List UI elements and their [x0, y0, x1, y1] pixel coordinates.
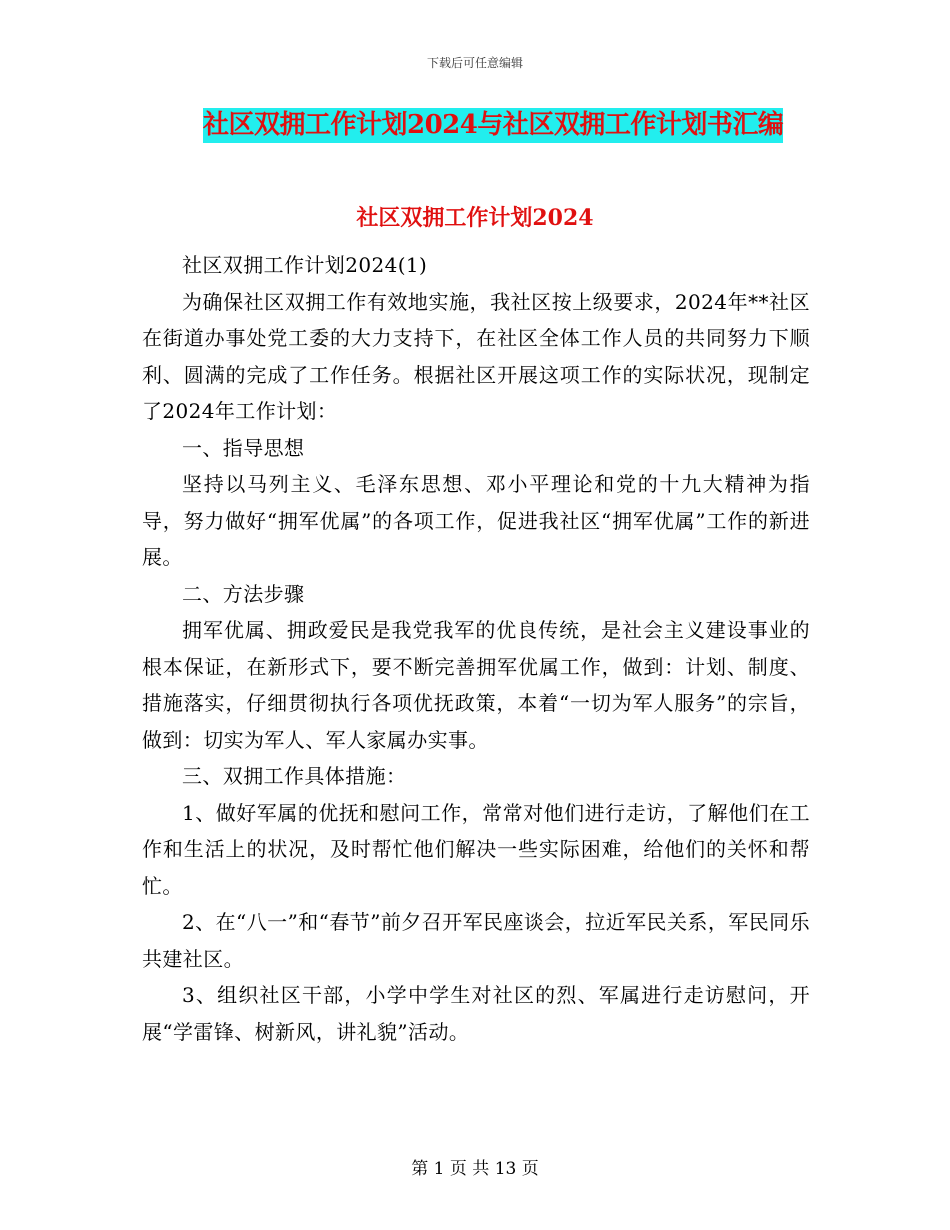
heading-guiding-ideology: 一、指导思想: [182, 435, 305, 460]
paragraph-intro: 为确保社区双拥工作有效地实施，我社区按上级要求，2024年**社区在街道办事处党工委的大力支持下，在社区全体工作人员的共同努力下顺利、圆满的完成了工作任务。根据社区开展这项工作的实际状况，现制定了2024年工作计划：: [142, 289, 810, 423]
document-title: 社区双拥工作计划2024与社区双拥工作计划书汇编: [203, 108, 783, 143]
header-note: 下载后可任意编辑: [426, 56, 523, 70]
heading-specific-measures: 三、双拥工作具体措施：: [182, 764, 407, 788]
paragraph-guiding-ideology: 坚持以马列主义、毛泽东思想、邓小平理论和党的十九大精神为指导，努力做好“拥军优属”的各项工作，促进我社区“拥军优属”工作的新进展。: [142, 472, 810, 569]
heading-methods-steps: 二、方法步骤: [182, 581, 305, 606]
section-title: 社区双拥工作计划2024: [356, 205, 594, 231]
paragraph-methods-steps: 拥军优属、拥政爱民是我党我军的优良传统，是社会主义建设事业的根本保证，在新形式下，要不断完善拥军优属工作，做到：计划、制度、措施落实，仔细贯彻执行各项优抚政策，本着“一切为军人服务”的宗旨，做到：切实为军人、军人家属办实事。: [142, 618, 810, 752]
paragraph-measure-3: 3、组织社区干部，小学中学生对社区的烈、军属进行走访慰问，开展“学雷锋、树新风，讲礼貌”活动。: [142, 983, 810, 1044]
page-number: 第 1 页 共 13 页: [411, 1159, 539, 1179]
paragraph-measure-1: 1、做好军属的优抚和慰问工作，常常对他们进行走访，了解他们在工作和生活上的状况，及时帮忙他们解决一些实际困难，给他们的关怀和帮忙。: [142, 800, 810, 898]
document-body: [142, 247, 810, 1050]
paragraph-measure-2: 2、在“八一”和“春节”前夕召开军民座谈会，拉近军民关系，军民同乐共建社区。: [142, 910, 810, 971]
paragraph-subtitle: 社区双拥工作计划2024(1): [182, 253, 428, 277]
